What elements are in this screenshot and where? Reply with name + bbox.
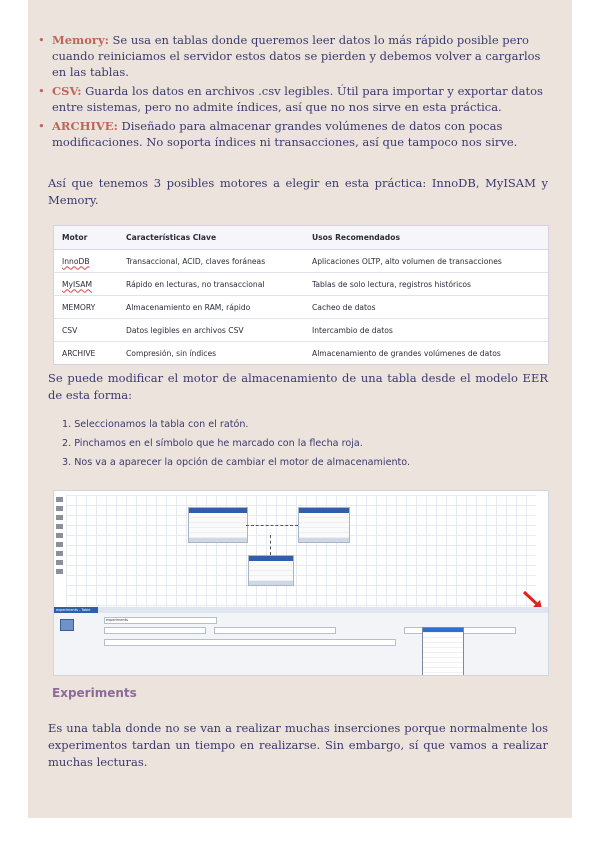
column-header-motor: Motor: [54, 226, 118, 250]
table-cell: CSV: [54, 319, 118, 342]
table-row: [54, 296, 548, 319]
table-icon: [60, 619, 74, 631]
steps-list: [62, 419, 410, 476]
entity-box: [188, 507, 248, 543]
table-cell: ARCHIVE: [62, 348, 96, 358]
table-cell: InnoDB: [62, 256, 90, 266]
table-row: [54, 319, 548, 342]
table-cell: Datos legibles en archivos CSV: [118, 319, 304, 342]
tab-experiments-table[interactable]: experiments - Table: [54, 607, 98, 613]
table-cell: MyISAM: [62, 279, 92, 289]
table-cell: Cacheo de datos: [304, 296, 548, 319]
toolbar: [54, 493, 66, 611]
entity-box: [248, 555, 294, 586]
bullet-icon: •: [38, 84, 45, 98]
table-cell: Aplicaciones OLTP, alto volumen de transacciones: [304, 250, 548, 273]
bullet-icon: •: [38, 119, 45, 133]
intro-paragraph: Así que tenemos 3 posibles motores a elegir en esta práctica: InnoDB, MyISAM y Memory.: [48, 176, 548, 207]
list-item: 2. Pinchamos en el símbolo que he marcado con la flecha roja.: [62, 438, 363, 449]
section-heading: Experiments: [52, 686, 137, 700]
comments-field[interactable]: [104, 639, 396, 646]
table-cell: Almacenamiento en RAM, rápido: [118, 296, 304, 319]
list-item: • CSV: Guarda los datos en archivos .csv legibles. Útil para importar y exportar datos entre sistemas, pero no admite índices, así que no nos sirve en esta práctica.: [38, 84, 543, 114]
table-cell: Rápido en lecturas, no transaccional: [118, 273, 304, 296]
column-header-uses: Usos Recomendados: [304, 226, 548, 250]
table-cell: Compresión, sin índices: [126, 348, 217, 358]
table-row: [54, 273, 548, 296]
schema-select[interactable]: [104, 627, 206, 634]
list-item: 3. Nos va a aparecer la opción de cambiar el motor de almacenamiento.: [62, 457, 411, 468]
table-row: [54, 342, 548, 365]
engines-table: [53, 225, 549, 365]
bullet-icon: •: [38, 33, 45, 47]
modify-paragraph: Se puede modificar el motor de almacenamiento de una tabla desde el modelo EER de esta forma:: [48, 371, 548, 402]
table-cell: MEMORY: [54, 296, 118, 319]
diagram-canvas: [66, 495, 536, 607]
table-cell: Tablas de solo lectura, registros históricos: [304, 273, 548, 296]
engine-dropdown-list[interactable]: [422, 627, 464, 676]
list-item: • Memory: Se usa en tablas donde queremos leer datos lo más rápido posible pero cuando reiniciamos el servidor estos datos se pierden y debemos volver a cargarlos en las tablas.: [38, 33, 541, 79]
list-item: 1. Seleccionamos la tabla con el ratón.: [62, 419, 249, 430]
engine-bullet-list: [38, 32, 548, 153]
list-item: • ARCHIVE: Diseñado para almacenar grandes volúmenes de datos con pocas modificaciones. No soporta índices ni transacciones, así que tampoco nos sirve.: [38, 119, 518, 149]
table-editor-panel: [54, 613, 548, 675]
table-header-row: [54, 226, 548, 250]
column-header-features: Características Clave: [118, 226, 304, 250]
table-row: [54, 250, 548, 273]
table-name-input[interactable]: experiments: [104, 617, 217, 624]
eer-model-screenshot: [53, 490, 549, 676]
table-cell: Almacenamiento de grandes volúmenes de datos: [312, 348, 501, 358]
table-cell: Transaccional, ACID, claves foráneas: [118, 250, 304, 273]
collation-select[interactable]: [214, 627, 336, 634]
entity-box: [298, 507, 350, 543]
table-cell: Intercambio de datos: [304, 319, 548, 342]
closing-paragraph: Es una tabla donde no se van a realizar muchas inserciones porque normalmente los experimentos tardan un tiempo en realizarse. Sin embargo, sí que vamos a realizar muchas lecturas.: [48, 721, 548, 769]
